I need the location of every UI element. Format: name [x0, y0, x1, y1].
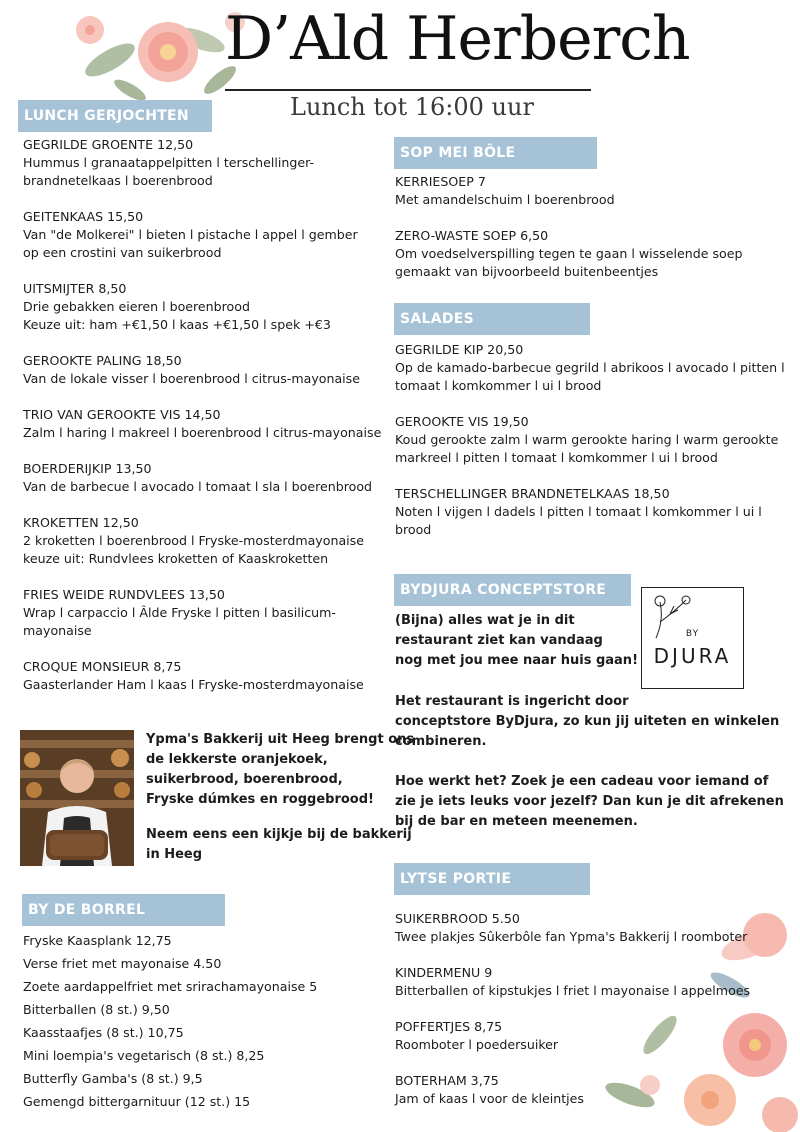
bakery-line: suikerbrood, boerenbrood,: [146, 772, 343, 787]
salads-heading: SALADES: [394, 303, 590, 335]
baker-illustration-icon: [20, 730, 134, 866]
bakery-line: in Heeg: [146, 847, 203, 862]
item-desc: markreel l pitten l tomaat l komkommer l ui l brood: [395, 450, 718, 465]
restaurant-title: D’Ald Herberch: [225, 4, 690, 74]
item-title: GEITENKAAS 15,50: [23, 209, 144, 224]
item-title: TRIO VAN GEROOKTE VIS 14,50: [23, 407, 221, 422]
logo-by: BY: [685, 629, 700, 639]
concept-body: [395, 692, 795, 832]
item-desc: Jam of kaas l voor de kleintjes: [395, 1091, 584, 1106]
menu-item: [23, 586, 393, 640]
item-desc: op een crostini van suikerbrood: [23, 245, 222, 260]
item-title: ZERO-WASTE SOEP 6,50: [395, 228, 549, 243]
menu-item: [395, 964, 795, 1000]
item-desc: Roomboter l poedersuiker: [395, 1037, 559, 1052]
menu-item: [23, 208, 393, 262]
item-title: POFFERTJES 8,75: [395, 1019, 503, 1034]
item-desc: Koud gerookte zalm l warm gerookte haring l warm gerookte: [395, 432, 779, 447]
bakery-line: de lekkerste oranjekoek,: [146, 752, 328, 767]
item-desc: Gaasterlander Ham l kaas l Fryske-mosterdmayonaise: [23, 677, 364, 692]
item-title: BOERDERIJKIP 13,50: [23, 461, 152, 476]
menu-item: [395, 173, 795, 209]
lunch-list: [23, 136, 393, 712]
concept-line: nog met jou mee naar huis gaan!: [395, 653, 638, 668]
item-title: BOTERHAM 3,75: [395, 1073, 499, 1088]
small-portion-list: [395, 910, 795, 1126]
item-desc: Met amandelschuim l boerenbrood: [395, 192, 615, 207]
soup-list: [395, 173, 795, 299]
item-title: GEGRILDE KIP 20,50: [395, 342, 524, 357]
item-desc: mayonaise: [23, 623, 92, 638]
item-desc: 2 kroketten l boerenbrood l Fryske-mosterdmayonaise: [23, 533, 364, 548]
bakery-line: Neem eens een kijkje bij de bakkerij: [146, 827, 412, 842]
small-portion-heading: LYTSE PORTIE: [394, 863, 590, 895]
item-desc: Wrap l carpaccio l Âlde Fryske l pitten l basilicum-: [23, 605, 336, 620]
concept-line: restaurant ziet kan vandaag: [395, 633, 603, 648]
borrel-list: [23, 929, 383, 1113]
bakery-text: [146, 730, 415, 865]
item-desc: brandnetelkaas l boerenbrood: [23, 173, 213, 188]
item-title: GEGRILDE GROENTE 12,50: [23, 137, 194, 152]
item-title: CROQUE MONSIEUR 8,75: [23, 659, 182, 674]
bakery-line-spacer: [146, 810, 386, 825]
menu-item: [23, 136, 393, 190]
concept-line-spacer: [395, 752, 795, 772]
bakery-line: Fryske dúmkes en roggebrood!: [146, 792, 374, 807]
menu-item: [23, 352, 393, 388]
menu-item: [395, 1072, 795, 1108]
floral-decoration-top: [50, 0, 250, 110]
menu-item: [23, 658, 393, 694]
item-title: UITSMIJTER 8,50: [23, 281, 127, 296]
menu-item: [395, 341, 795, 395]
item-desc: Van "de Molkerei" l bieten l pistache l appel l gember: [23, 227, 358, 242]
menu-item: [395, 485, 795, 539]
lunch-heading: LUNCH GERJOCHTEN: [18, 100, 212, 132]
borrel-item: Butterfly Gamba's (8 st.) 9,5: [23, 1071, 203, 1086]
menu-item: [23, 406, 393, 442]
item-desc: Zalm l haring l makreel l boerenbrood l citrus-mayonaise: [23, 425, 382, 440]
borrel-item: Gemengd bittergarnituur (12 st.) 15: [23, 1094, 251, 1109]
salads-list: [395, 341, 795, 557]
item-desc: Noten l vijgen l dadels l pitten l tomaat l komkommer l ui l: [395, 504, 762, 519]
concept-line: bij de bar en meteen meenemen.: [395, 814, 638, 829]
lunch-hours: Lunch tot 16:00 uur: [290, 93, 534, 121]
menu-item: [395, 227, 795, 281]
item-title: GEROOKTE VIS 19,50: [395, 414, 529, 429]
item-desc: Keuze uit: ham +€1,50 l kaas +€1,50 l spek +€3: [23, 317, 331, 332]
menu-item: [395, 1018, 795, 1054]
concept-line: combineren.: [395, 734, 487, 749]
menu-item: [395, 413, 795, 467]
borrel-item: Fryske Kaasplank 12,75: [23, 933, 172, 948]
concept-line: Het restaurant is ingericht door: [395, 694, 629, 709]
item-title: GEROOKTE PALING 18,50: [23, 353, 182, 368]
item-desc: Op de kamado-barbecue gegrild l abrikoos l avocado l pitten l: [395, 360, 785, 375]
djura-logo: [641, 587, 744, 689]
item-title: KERRIESOEP 7: [395, 174, 486, 189]
item-title: KROKETTEN 12,50: [23, 515, 139, 530]
item-desc: Van de lokale visser l boerenbrood l citrus-mayonaise: [23, 371, 360, 386]
concept-heading: BYDJURA CONCEPTSTORE: [394, 574, 631, 606]
soup-heading: SOP MEI BÔLE: [394, 137, 597, 169]
concept-line: zie je iets leuks voor jezelf? Dan kun je dit afrekenen: [395, 794, 784, 809]
item-desc: Om voedselverspilling tegen te gaan l wisselende soep: [395, 246, 743, 261]
borrel-item: Zoete aardappelfriet met srirachamayonaise 5: [23, 979, 318, 994]
item-desc: Drie gebakken eieren l boerenbrood: [23, 299, 250, 314]
concept-intro: [395, 611, 640, 671]
item-title: FRIES WEIDE RUNDVLEES 13,50: [23, 587, 225, 602]
item-desc: tomaat l komkommer l ui l brood: [395, 378, 602, 393]
borrel-item: Kaasstaafjes (8 st.) 10,75: [23, 1025, 184, 1040]
borrel-item: Bitterballen (8 st.) 9,50: [23, 1002, 170, 1017]
menu-item: [23, 280, 393, 334]
item-desc: keuze uit: Rundvlees kroketten of Kaaskroketten: [23, 551, 329, 566]
menu-item: [23, 460, 393, 496]
title-divider: [225, 89, 591, 91]
item-desc: Twee plakjes Sûkerbôle fan Ypma's Bakkerij l roomboter: [395, 929, 748, 944]
borrel-item: Mini loempia's vegetarisch (8 st.) 8,25: [23, 1048, 265, 1063]
menu-item: [395, 910, 795, 946]
baker-photo: [20, 730, 134, 866]
menu-item: [23, 514, 393, 568]
item-desc: Van de barbecue l avocado l tomaat l sla l boerenbrood: [23, 479, 373, 494]
bakery-line: Ypma's Bakkerij uit Heeg brengt ons: [146, 732, 415, 747]
item-desc: Bitterballen of kipstukjes l friet l mayonaise l appelmoes: [395, 983, 751, 998]
item-title: KINDERMENU 9: [395, 965, 493, 980]
item-desc: gemaakt van bijvoorbeeld buitenbeentjes: [395, 264, 659, 279]
item-title: SUIKERBROOD 5.50: [395, 911, 520, 926]
item-desc: Hummus l granaatappelpitten l terschellinger-: [23, 155, 315, 170]
concept-line: conceptstore ByDjura, zo kun jij uiteten en winkelen: [395, 714, 780, 729]
concept-line: (Bijna) alles wat je in dit: [395, 613, 575, 628]
borrel-heading: BY DE BORREL: [22, 894, 225, 926]
item-desc: brood: [395, 522, 432, 537]
concept-line: Hoe werkt het? Zoek je een cadeau voor iemand of: [395, 774, 769, 789]
borrel-item: Verse friet met mayonaise 4.50: [23, 956, 222, 971]
logo-name: DJURA: [653, 644, 732, 668]
item-title: TERSCHELLINGER BRANDNETELKAAS 18,50: [395, 486, 670, 501]
